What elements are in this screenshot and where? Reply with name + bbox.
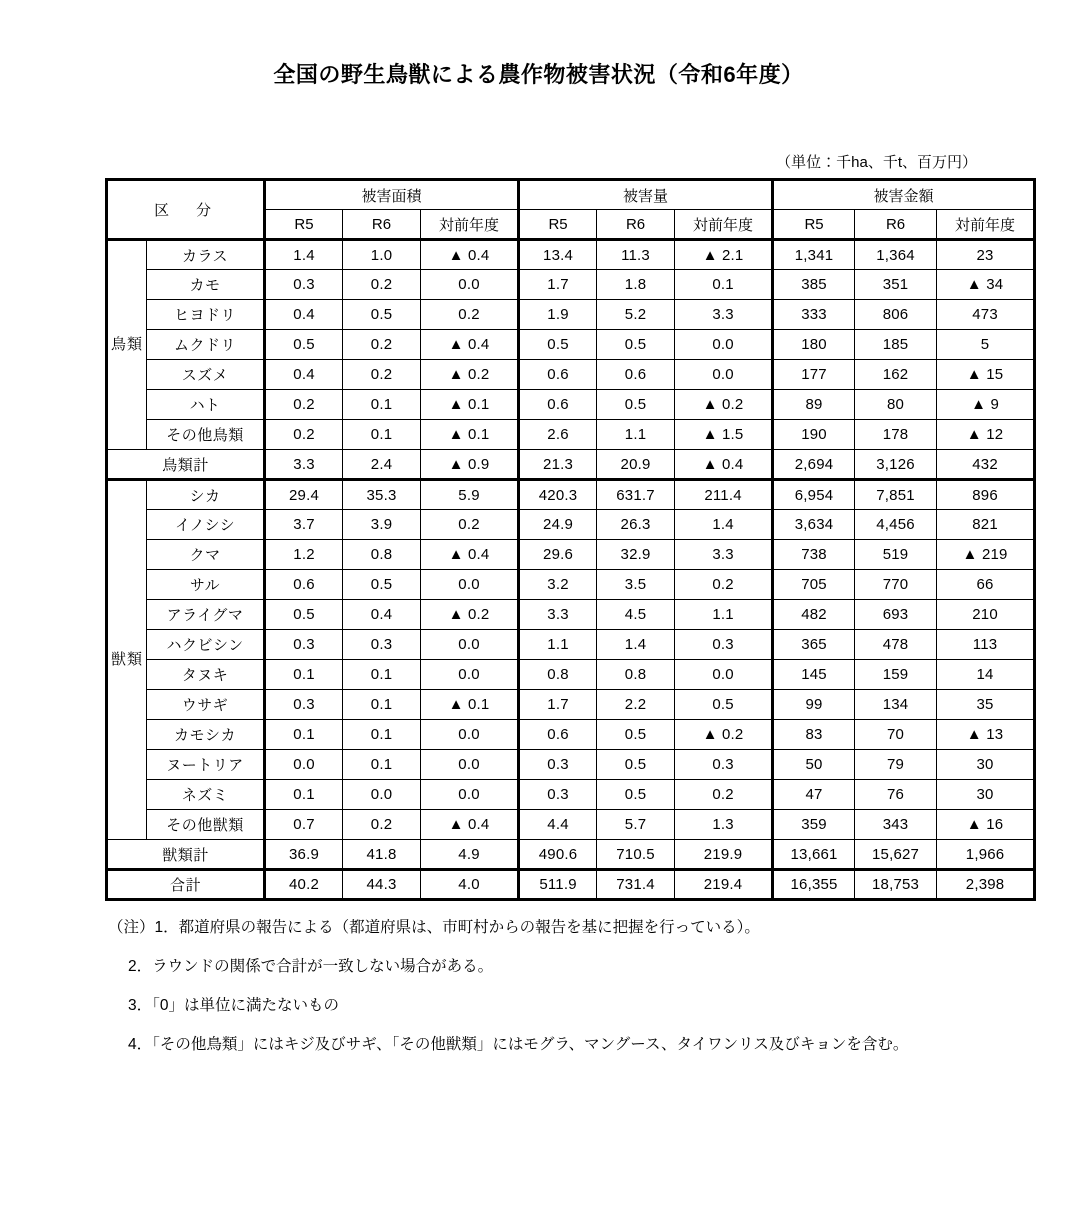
cell-amount-yoy: ▲ 15 — [937, 360, 1035, 390]
cell-amount-r5: 50 — [773, 750, 855, 780]
cell-area-yoy: ▲ 0.4 — [421, 240, 519, 270]
cell-volume-r6: 0.6 — [597, 360, 675, 390]
cell-area-r5: 3.7 — [265, 510, 343, 540]
table-row — [107, 300, 1035, 330]
cell-area-r5: 0.6 — [265, 570, 343, 600]
cell-area-r6: 0.5 — [343, 570, 421, 600]
cell-area-r6: 1.0 — [343, 240, 421, 270]
cell-amount-r6: 76 — [855, 780, 937, 810]
table-row — [107, 390, 1035, 420]
table-row — [107, 570, 1035, 600]
grand-total-volume-yoy: 219.4 — [675, 870, 773, 900]
header-kubun: 区 分 — [107, 180, 265, 240]
cell-amount-r6: 693 — [855, 600, 937, 630]
cell-amount-yoy: ▲ 34 — [937, 270, 1035, 300]
cell-amount-r6: 478 — [855, 630, 937, 660]
cell-area-yoy: ▲ 0.2 — [421, 360, 519, 390]
cell-area-yoy: 0.0 — [421, 270, 519, 300]
subtotal-label-birds: 鳥類計 — [107, 450, 265, 480]
table-row — [107, 750, 1035, 780]
cell-area-r6: 0.1 — [343, 720, 421, 750]
unit-note: （単位：千ha、千t、百万円） — [776, 154, 977, 171]
cell-area-r5: 0.1 — [265, 780, 343, 810]
grand-total-amount-yoy: 2,398 — [937, 870, 1035, 900]
cell-area-r5: 0.1 — [265, 720, 343, 750]
cell-volume-yoy: 0.3 — [675, 630, 773, 660]
cell-volume-yoy: 0.2 — [675, 780, 773, 810]
cell-volume-r6: 631.7 — [597, 480, 675, 510]
subtotal-volume-yoy: ▲ 0.4 — [675, 450, 773, 480]
cell-area-yoy: 0.2 — [421, 510, 519, 540]
cell-volume-r5: 1.7 — [519, 690, 597, 720]
cell-amount-r5: 365 — [773, 630, 855, 660]
cell-area-r5: 0.0 — [265, 750, 343, 780]
cell-area-yoy: 0.0 — [421, 570, 519, 600]
cell-volume-r5: 29.6 — [519, 540, 597, 570]
grand-total-area-r5: 40.2 — [265, 870, 343, 900]
cell-volume-yoy: 0.0 — [675, 360, 773, 390]
cell-area-r6: 0.0 — [343, 780, 421, 810]
cell-area-r5: 0.4 — [265, 300, 343, 330]
cell-volume-r5: 0.6 — [519, 390, 597, 420]
cell-amount-r6: 351 — [855, 270, 937, 300]
header-volume-r5: R5 — [519, 210, 597, 240]
subtotal-volume-r5: 21.3 — [519, 450, 597, 480]
cell-amount-r6: 806 — [855, 300, 937, 330]
cell-area-yoy: 0.0 — [421, 750, 519, 780]
table-subtotal-row-mammals — [107, 840, 1035, 870]
cell-volume-r5: 420.3 — [519, 480, 597, 510]
cell-amount-r5: 99 — [773, 690, 855, 720]
table-row — [107, 540, 1035, 570]
cell-volume-yoy: 1.4 — [675, 510, 773, 540]
subtotal-amount-r5: 13,661 — [773, 840, 855, 870]
cell-volume-r6: 32.9 — [597, 540, 675, 570]
header-volume-r6: R6 — [597, 210, 675, 240]
damage-table — [105, 178, 1036, 901]
table-row — [107, 630, 1035, 660]
cell-volume-r6: 0.5 — [597, 780, 675, 810]
cell-amount-r6: 1,364 — [855, 240, 937, 270]
table-row — [107, 720, 1035, 750]
cell-volume-yoy: 1.3 — [675, 810, 773, 840]
cell-volume-r5: 1.9 — [519, 300, 597, 330]
subtotal-area-r6: 41.8 — [343, 840, 421, 870]
subtotal-volume-r6: 20.9 — [597, 450, 675, 480]
table-body — [107, 240, 1035, 900]
row-species-name: イノシシ — [147, 510, 265, 540]
cell-volume-r6: 0.5 — [597, 720, 675, 750]
row-species-name: ムクドリ — [147, 330, 265, 360]
row-species-name: カモシカ — [147, 720, 265, 750]
cell-area-yoy: ▲ 0.1 — [421, 390, 519, 420]
table-subtotal-row-birds — [107, 450, 1035, 480]
cell-volume-r6: 26.3 — [597, 510, 675, 540]
cell-volume-r6: 1.8 — [597, 270, 675, 300]
cell-amount-r5: 47 — [773, 780, 855, 810]
cell-amount-r5: 359 — [773, 810, 855, 840]
cell-area-yoy: ▲ 0.2 — [421, 600, 519, 630]
cell-amount-r5: 190 — [773, 420, 855, 450]
cell-amount-r6: 79 — [855, 750, 937, 780]
row-species-name: クマ — [147, 540, 265, 570]
cell-amount-yoy: 896 — [937, 480, 1035, 510]
header-group-volume: 被害量 — [519, 180, 773, 210]
cell-area-r6: 0.2 — [343, 810, 421, 840]
cell-area-r6: 0.2 — [343, 270, 421, 300]
cell-area-r6: 0.1 — [343, 390, 421, 420]
row-species-name: ヒヨドリ — [147, 300, 265, 330]
grand-total-volume-r6: 731.4 — [597, 870, 675, 900]
cell-amount-r6: 7,851 — [855, 480, 937, 510]
grand-total-area-r6: 44.3 — [343, 870, 421, 900]
cell-amount-yoy: 113 — [937, 630, 1035, 660]
cell-volume-r5: 0.3 — [519, 780, 597, 810]
cell-volume-yoy: 0.1 — [675, 270, 773, 300]
header-area-r5: R5 — [265, 210, 343, 240]
cell-area-r5: 0.2 — [265, 390, 343, 420]
cell-amount-r5: 180 — [773, 330, 855, 360]
cell-area-r6: 35.3 — [343, 480, 421, 510]
cell-volume-yoy: ▲ 0.2 — [675, 390, 773, 420]
cell-area-r5: 1.4 — [265, 240, 343, 270]
subtotal-area-r5: 36.9 — [265, 840, 343, 870]
cell-amount-r5: 738 — [773, 540, 855, 570]
cell-area-yoy: ▲ 0.4 — [421, 330, 519, 360]
cell-volume-r5: 3.2 — [519, 570, 597, 600]
cell-area-r6: 3.9 — [343, 510, 421, 540]
cell-volume-yoy: ▲ 0.2 — [675, 720, 773, 750]
cell-volume-yoy: 0.5 — [675, 690, 773, 720]
cell-area-yoy: 0.0 — [421, 780, 519, 810]
footnote-1: （注）1．都道府県の報告による（都道府県は、市町村からの報告を基に把握を行っている）。 — [108, 919, 760, 936]
subtotal-amount-yoy: 1,966 — [937, 840, 1035, 870]
cell-volume-yoy: ▲ 1.5 — [675, 420, 773, 450]
cell-volume-r6: 1.1 — [597, 420, 675, 450]
cell-area-r5: 0.3 — [265, 270, 343, 300]
footnote-2: 2．ラウンドの関係で合計が一致しない場合がある。 — [128, 958, 494, 976]
cell-amount-r5: 3,634 — [773, 510, 855, 540]
cell-volume-yoy: 211.4 — [675, 480, 773, 510]
cell-amount-yoy: 66 — [937, 570, 1035, 600]
cell-volume-r5: 0.6 — [519, 720, 597, 750]
cell-volume-r5: 4.4 — [519, 810, 597, 840]
table-row — [107, 330, 1035, 360]
cell-amount-r6: 70 — [855, 720, 937, 750]
header-group-amount: 被害金額 — [773, 180, 1035, 210]
cell-volume-r5: 3.3 — [519, 600, 597, 630]
table-grand-total-row — [107, 870, 1035, 900]
cell-volume-r5: 1.7 — [519, 270, 597, 300]
grand-total-amount-r6: 18,753 — [855, 870, 937, 900]
cell-amount-yoy: 30 — [937, 780, 1035, 810]
cell-area-r5: 0.3 — [265, 690, 343, 720]
subtotal-area-r5: 3.3 — [265, 450, 343, 480]
cell-area-yoy: 5.9 — [421, 480, 519, 510]
footnotes — [0, 919, 1077, 1053]
row-species-name: ハト — [147, 390, 265, 420]
table-row — [107, 270, 1035, 300]
cell-amount-yoy: 473 — [937, 300, 1035, 330]
subtotal-amount-r5: 2,694 — [773, 450, 855, 480]
cell-volume-r6: 3.5 — [597, 570, 675, 600]
cell-area-r5: 0.7 — [265, 810, 343, 840]
cell-amount-r5: 705 — [773, 570, 855, 600]
cell-volume-r5: 2.6 — [519, 420, 597, 450]
cell-amount-r5: 333 — [773, 300, 855, 330]
subtotal-label-mammals: 獣類計 — [107, 840, 265, 870]
cell-area-r5: 0.2 — [265, 420, 343, 450]
cell-area-r6: 0.5 — [343, 300, 421, 330]
subtotal-area-yoy: 4.9 — [421, 840, 519, 870]
cell-volume-r6: 5.2 — [597, 300, 675, 330]
row-species-name: ウサギ — [147, 690, 265, 720]
cell-area-r6: 0.1 — [343, 420, 421, 450]
page-title: 全国の野生鳥獣による農作物被害状況（令和6年度） — [273, 62, 804, 87]
cell-area-r5: 0.5 — [265, 330, 343, 360]
grand-total-area-yoy: 4.0 — [421, 870, 519, 900]
table-row — [107, 600, 1035, 630]
row-species-name: カモ — [147, 270, 265, 300]
cell-amount-r6: 770 — [855, 570, 937, 600]
cell-amount-r5: 6,954 — [773, 480, 855, 510]
cell-area-r6: 0.2 — [343, 360, 421, 390]
cell-volume-r5: 0.3 — [519, 750, 597, 780]
cell-area-r6: 0.2 — [343, 330, 421, 360]
table-row — [107, 810, 1035, 840]
cell-area-yoy: ▲ 0.1 — [421, 420, 519, 450]
cell-amount-r6: 134 — [855, 690, 937, 720]
subtotal-volume-r6: 710.5 — [597, 840, 675, 870]
cell-volume-r5: 24.9 — [519, 510, 597, 540]
cell-amount-r6: 80 — [855, 390, 937, 420]
subtotal-area-r6: 2.4 — [343, 450, 421, 480]
cell-amount-yoy: 821 — [937, 510, 1035, 540]
cell-volume-yoy: 3.3 — [675, 540, 773, 570]
cell-area-yoy: 0.0 — [421, 630, 519, 660]
cell-volume-yoy: 0.0 — [675, 330, 773, 360]
table-row — [107, 510, 1035, 540]
cell-volume-r5: 0.5 — [519, 330, 597, 360]
cell-amount-r5: 1,341 — [773, 240, 855, 270]
row-species-name: タヌキ — [147, 660, 265, 690]
cell-volume-r6: 11.3 — [597, 240, 675, 270]
cell-amount-yoy: 30 — [937, 750, 1035, 780]
cell-amount-r6: 4,456 — [855, 510, 937, 540]
cell-volume-yoy: 0.2 — [675, 570, 773, 600]
cell-area-yoy: 0.0 — [421, 660, 519, 690]
cell-volume-yoy: 3.3 — [675, 300, 773, 330]
row-species-name: サル — [147, 570, 265, 600]
header-amount-yoy: 対前年度 — [937, 210, 1035, 240]
footnote-4: 4．「その他鳥類」にはキジ及びサギ、「その他獣類」にはモグラ、マングース、タイワンリス及びキョンを含む。 — [128, 1036, 909, 1054]
row-species-name: その他獣類 — [147, 810, 265, 840]
cell-amount-r5: 83 — [773, 720, 855, 750]
cell-amount-yoy: 35 — [937, 690, 1035, 720]
cell-amount-yoy: 5 — [937, 330, 1035, 360]
cell-area-r6: 0.4 — [343, 600, 421, 630]
cell-amount-yoy: ▲ 13 — [937, 720, 1035, 750]
cell-amount-r6: 178 — [855, 420, 937, 450]
table-row — [107, 420, 1035, 450]
row-species-name: ヌートリア — [147, 750, 265, 780]
document-page — [0, 58, 1077, 1210]
cell-volume-r6: 4.5 — [597, 600, 675, 630]
cell-area-r5: 1.2 — [265, 540, 343, 570]
cell-volume-r5: 13.4 — [519, 240, 597, 270]
cell-amount-r5: 177 — [773, 360, 855, 390]
cell-area-r5: 29.4 — [265, 480, 343, 510]
cell-volume-r5: 1.1 — [519, 630, 597, 660]
subtotal-area-yoy: ▲ 0.9 — [421, 450, 519, 480]
cell-amount-r5: 482 — [773, 600, 855, 630]
row-species-name: アライグマ — [147, 600, 265, 630]
header-volume-yoy: 対前年度 — [675, 210, 773, 240]
cell-area-r6: 0.1 — [343, 750, 421, 780]
header-group-area: 被害面積 — [265, 180, 519, 210]
grand-total-label: 合計 — [107, 870, 265, 900]
cell-volume-r6: 0.5 — [597, 750, 675, 780]
cell-area-r5: 0.3 — [265, 630, 343, 660]
cell-area-yoy: ▲ 0.4 — [421, 810, 519, 840]
cell-volume-yoy: 0.0 — [675, 660, 773, 690]
header-area-r6: R6 — [343, 210, 421, 240]
table-row — [107, 360, 1035, 390]
cell-amount-yoy: 210 — [937, 600, 1035, 630]
cell-area-r5: 0.4 — [265, 360, 343, 390]
header-amount-r6: R6 — [855, 210, 937, 240]
subtotal-amount-r6: 3,126 — [855, 450, 937, 480]
cell-volume-r6: 0.5 — [597, 390, 675, 420]
cell-area-r5: 0.5 — [265, 600, 343, 630]
row-species-name: スズメ — [147, 360, 265, 390]
subtotal-volume-yoy: 219.9 — [675, 840, 773, 870]
row-species-name: シカ — [147, 480, 265, 510]
cell-area-r6: 0.8 — [343, 540, 421, 570]
row-species-name: その他鳥類 — [147, 420, 265, 450]
table-row — [107, 780, 1035, 810]
cell-amount-r6: 162 — [855, 360, 937, 390]
cell-volume-yoy: 0.3 — [675, 750, 773, 780]
footnote-3: 3．「0」は単位に満たないもの — [128, 997, 339, 1015]
cell-area-yoy: 0.0 — [421, 720, 519, 750]
group-label-birds-text: 鳥類 — [110, 336, 143, 354]
subtotal-amount-r6: 15,627 — [855, 840, 937, 870]
row-species-name: カラス — [147, 240, 265, 270]
cell-amount-r5: 145 — [773, 660, 855, 690]
cell-amount-yoy: ▲ 16 — [937, 810, 1035, 840]
damage-table-container — [0, 178, 1077, 901]
group-label-mammals — [107, 480, 147, 840]
table-row — [107, 660, 1035, 690]
cell-volume-r6: 2.2 — [597, 690, 675, 720]
grand-total-amount-r5: 16,355 — [773, 870, 855, 900]
cell-amount-r6: 343 — [855, 810, 937, 840]
cell-volume-r6: 1.4 — [597, 630, 675, 660]
cell-volume-r6: 0.8 — [597, 660, 675, 690]
cell-amount-r5: 385 — [773, 270, 855, 300]
cell-amount-yoy: ▲ 219 — [937, 540, 1035, 570]
group-label-birds — [107, 240, 147, 450]
cell-amount-yoy: ▲ 12 — [937, 420, 1035, 450]
row-species-name: ハクビシン — [147, 630, 265, 660]
grand-total-volume-r5: 511.9 — [519, 870, 597, 900]
cell-area-yoy: ▲ 0.1 — [421, 690, 519, 720]
cell-volume-r5: 0.6 — [519, 360, 597, 390]
cell-area-r6: 0.1 — [343, 660, 421, 690]
cell-area-yoy: ▲ 0.4 — [421, 540, 519, 570]
cell-area-yoy: 0.2 — [421, 300, 519, 330]
table-row — [107, 690, 1035, 720]
cell-volume-r6: 0.5 — [597, 330, 675, 360]
header-amount-r5: R5 — [773, 210, 855, 240]
cell-amount-yoy: 14 — [937, 660, 1035, 690]
table-header — [107, 180, 1035, 240]
cell-amount-yoy: 23 — [937, 240, 1035, 270]
header-area-yoy: 対前年度 — [421, 210, 519, 240]
group-label-mammals-text: 獣類 — [110, 651, 143, 669]
cell-volume-yoy: 1.1 — [675, 600, 773, 630]
cell-area-r6: 0.1 — [343, 690, 421, 720]
cell-amount-r6: 159 — [855, 660, 937, 690]
table-row — [107, 240, 1035, 270]
cell-area-r6: 0.3 — [343, 630, 421, 660]
cell-amount-r5: 89 — [773, 390, 855, 420]
subtotal-amount-yoy: 432 — [937, 450, 1035, 480]
cell-volume-r5: 0.8 — [519, 660, 597, 690]
table-row — [107, 480, 1035, 510]
cell-amount-yoy: ▲ 9 — [937, 390, 1035, 420]
cell-area-r5: 0.1 — [265, 660, 343, 690]
subtotal-volume-r5: 490.6 — [519, 840, 597, 870]
cell-amount-r6: 519 — [855, 540, 937, 570]
cell-volume-r6: 5.7 — [597, 810, 675, 840]
cell-amount-r6: 185 — [855, 330, 937, 360]
cell-volume-yoy: ▲ 2.1 — [675, 240, 773, 270]
row-species-name: ネズミ — [147, 780, 265, 810]
table-header-row-groups — [107, 180, 1035, 210]
